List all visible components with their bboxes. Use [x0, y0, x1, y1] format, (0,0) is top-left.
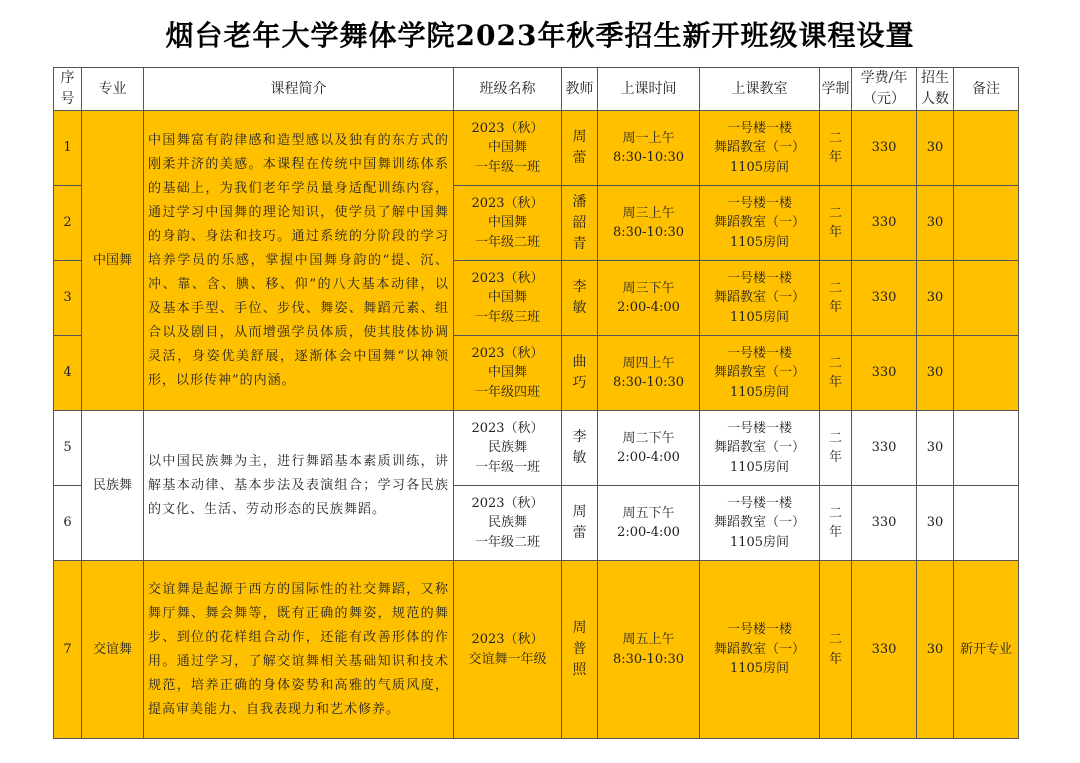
teacher-char: 周	[572, 504, 587, 520]
class-line: 民族舞	[487, 440, 527, 456]
duration-cell	[820, 261, 852, 336]
class-name-cell	[454, 336, 562, 411]
room-cell	[700, 411, 820, 486]
duration-cell	[820, 336, 852, 411]
duration-char: 二	[828, 130, 842, 146]
quota-cell: 30	[917, 411, 954, 486]
note-cell	[954, 186, 1019, 261]
row-index: 1	[54, 111, 82, 186]
table-row	[54, 561, 1019, 739]
duration-cell	[820, 561, 852, 739]
header-note: 备注	[954, 68, 1019, 111]
fee-cell: 330	[852, 111, 917, 186]
room-line: 1105房间	[729, 309, 790, 325]
teacher-cell	[562, 336, 598, 411]
room-cell	[700, 336, 820, 411]
room-line: 1105房间	[729, 384, 790, 400]
row-index: 4	[54, 336, 82, 411]
header-row	[54, 68, 1019, 111]
duration-char: 年	[828, 225, 842, 240]
room-line: 舞蹈教室（一）	[713, 641, 805, 657]
header-index: 序号	[54, 68, 82, 111]
table-row	[54, 411, 1019, 486]
note-cell	[954, 486, 1019, 561]
header-class-name: 班级名称	[454, 68, 562, 111]
room-cell	[700, 561, 820, 739]
class-name-cell	[454, 411, 562, 486]
time-day: 周五上午	[622, 632, 675, 647]
time-day: 周二下午	[622, 430, 675, 446]
class-line: 中国舞	[487, 215, 527, 231]
course-table	[53, 67, 1019, 739]
time-range: 2:00-4:00	[617, 450, 680, 465]
teacher-cell	[562, 486, 598, 561]
fee-cell: 330	[852, 561, 917, 739]
duration-char: 年	[828, 150, 842, 165]
room-line: 一号楼一楼	[726, 270, 792, 286]
page-title: 烟台老年大学舞体学院2023年秋季招生新开班级课程设置	[165, 19, 915, 52]
teacher-cell	[562, 411, 598, 486]
header-intro: 课程简介	[144, 68, 454, 111]
teacher-cell	[562, 261, 598, 336]
quota-cell: 30	[917, 561, 954, 739]
time-cell	[598, 186, 700, 261]
time-day: 周一上午	[622, 130, 675, 146]
class-line: 中国舞	[487, 290, 527, 306]
time-cell	[598, 261, 700, 336]
class-line: 一年级二班	[474, 234, 540, 250]
time-day: 周五下午	[622, 505, 675, 521]
class-name-cell	[454, 561, 562, 739]
teacher-char: 蕾	[572, 150, 587, 166]
room-line: 舞蹈教室（一）	[713, 290, 805, 306]
duration-char: 二	[828, 430, 842, 446]
time-day: 周三下午	[622, 280, 675, 296]
class-line: 2023（秋）	[471, 345, 544, 361]
room-line: 1105房间	[729, 661, 790, 677]
teacher-char: 李	[572, 429, 587, 445]
duration-char: 二	[828, 205, 842, 221]
duration-char: 二	[828, 280, 842, 296]
fee-cell: 330	[852, 261, 917, 336]
room-line: 舞蹈教室（一）	[713, 215, 805, 231]
time-cell	[598, 561, 700, 739]
room-line: 一号楼一楼	[726, 195, 792, 211]
teacher-cell	[562, 186, 598, 261]
course-intro: 交谊舞是起源于西方的国际性的社交舞蹈，又称舞厅舞、舞会舞等，既有正确的舞姿，规范的舞步、到位的花样组合动作，还能有改善形体的作用。通过学习，了解交谊舞相关基础知识和技术规范，培养正确的身体姿势和高雅的气质风度，提高审美能力、自我表现力和艺术修养。	[144, 561, 454, 739]
major-name: 民族舞	[82, 411, 144, 561]
duration-char: 二	[828, 355, 842, 371]
room-line: 舞蹈教室（一）	[713, 365, 805, 381]
teacher-char: 曲	[572, 354, 587, 370]
room-line: 一号楼一楼	[726, 120, 792, 136]
note-cell	[954, 411, 1019, 486]
room-line: 一号楼一楼	[726, 345, 792, 361]
class-name-cell	[454, 186, 562, 261]
duration-char: 年	[828, 450, 842, 465]
header-time: 上课时间	[598, 68, 700, 111]
quota-cell: 30	[917, 486, 954, 561]
class-line: 2023（秋）	[471, 270, 544, 286]
teacher-char: 蕾	[572, 525, 587, 541]
time-range: 8:30-10:30	[612, 225, 685, 240]
class-line: 中国舞	[487, 140, 527, 156]
duration-char: 年	[828, 525, 842, 540]
time-range: 2:00-4:00	[617, 525, 680, 540]
teacher-char: 李	[572, 279, 587, 295]
teacher-char: 敏	[572, 300, 587, 316]
note-cell	[954, 336, 1019, 411]
class-line: 中国舞	[487, 365, 527, 381]
room-line: 一号楼一楼	[726, 420, 792, 436]
course-intro: 以中国民族舞为主，进行舞蹈基本素质训练，讲解基本动律、基本步法及表演组合；学习各民族的文化、生活、劳动形态的民族舞蹈。	[144, 411, 454, 561]
duration-cell	[820, 411, 852, 486]
time-day: 周三上午	[622, 205, 675, 221]
duration-cell	[820, 486, 852, 561]
class-name-cell	[454, 486, 562, 561]
class-line: 2023（秋）	[471, 195, 544, 211]
note-cell: 新开专业	[954, 561, 1019, 739]
class-line: 交谊舞一年级	[468, 651, 547, 667]
header-room: 上课教室	[700, 68, 820, 111]
duration-char: 年	[828, 300, 842, 315]
teacher-char: 周	[572, 129, 587, 145]
row-index: 7	[54, 561, 82, 739]
header-fee: 学费/年（元）	[852, 68, 917, 111]
class-line: 2023（秋）	[471, 420, 544, 436]
time-cell	[598, 336, 700, 411]
room-line: 1105房间	[729, 159, 790, 175]
quota-cell: 30	[917, 186, 954, 261]
room-cell	[700, 486, 820, 561]
teacher-char: 照	[572, 662, 587, 678]
fee-cell: 330	[852, 336, 917, 411]
time-cell	[598, 486, 700, 561]
time-cell	[598, 411, 700, 486]
room-line: 1105房间	[729, 459, 790, 475]
header-duration: 学制	[820, 68, 852, 111]
room-cell	[700, 186, 820, 261]
fee-cell: 330	[852, 486, 917, 561]
row-index: 3	[54, 261, 82, 336]
major-name: 中国舞	[82, 111, 144, 411]
teacher-char: 青	[572, 235, 587, 252]
fee-cell: 330	[852, 186, 917, 261]
teacher-char: 敏	[572, 450, 587, 466]
room-line: 一号楼一楼	[726, 495, 792, 511]
room-cell	[700, 111, 820, 186]
teacher-cell	[562, 561, 598, 739]
room-line: 舞蹈教室（一）	[713, 440, 805, 456]
teacher-char: 周	[572, 620, 587, 636]
duration-char: 年	[828, 651, 842, 667]
row-index: 5	[54, 411, 82, 486]
quota-cell: 30	[917, 111, 954, 186]
time-range: 8:30-10:30	[612, 375, 685, 390]
row-index: 2	[54, 186, 82, 261]
room-line: 舞蹈教室（一）	[713, 140, 805, 156]
room-line: 1105房间	[729, 534, 790, 550]
time-cell	[598, 111, 700, 186]
duration-char: 二	[828, 505, 842, 521]
table-row	[54, 111, 1019, 186]
duration-char: 二	[828, 632, 842, 647]
time-range: 8:30-10:30	[612, 150, 685, 165]
teacher-char: 巧	[572, 375, 587, 391]
class-line: 2023（秋）	[471, 495, 544, 511]
class-line: 2023（秋）	[471, 120, 544, 136]
class-line: 一年级一班	[474, 159, 540, 175]
course-intro: 中国舞富有韵律感和造型感以及独有的东方式的刚柔并济的美感。本课程在传统中国舞训练体系的基础上，为我们老年学员量身适配训练内容，通过学习中国舞的理论知识，使学员了解中国舞的身韵、身法和技巧。通过系统的分阶段的学习培养学员的乐感，掌握中国舞身韵的“提、沉、冲、靠、含、腆、移、仰”的八大基本动律，以及基本手型、手位、步伐、舞姿、舞蹈元素、组合以及剧目，从而增强学员体质，使其肢体协调灵活，身姿优美舒展，逐渐体会中国舞“以神领形，以形传神”的内涵。	[144, 111, 454, 411]
room-cell	[700, 261, 820, 336]
duration-char: 年	[828, 375, 842, 390]
duration-cell	[820, 111, 852, 186]
quota-cell: 30	[917, 261, 954, 336]
room-line: 舞蹈教室（一）	[713, 515, 805, 531]
class-line: 一年级一班	[474, 459, 540, 475]
header-major: 专业	[82, 68, 144, 111]
class-line: 一年级二班	[474, 534, 540, 550]
note-cell	[954, 111, 1019, 186]
teacher-char: 韶	[572, 214, 587, 231]
time-range: 2:00-4:00	[617, 300, 680, 315]
header-quota: 招生人数	[917, 68, 954, 111]
class-name-cell	[454, 261, 562, 336]
class-name-cell	[454, 111, 562, 186]
duration-cell	[820, 186, 852, 261]
time-range: 8:30-10:30	[612, 651, 685, 667]
class-line: 一年级四班	[474, 384, 540, 400]
time-day: 周四上午	[622, 355, 675, 371]
major-name: 交谊舞	[82, 561, 144, 739]
class-line: 一年级三班	[474, 309, 540, 325]
teacher-cell	[562, 111, 598, 186]
class-line: 民族舞	[487, 515, 527, 531]
teacher-char: 普	[572, 641, 587, 657]
note-cell	[954, 261, 1019, 336]
room-line: 1105房间	[729, 234, 790, 250]
quota-cell: 30	[917, 336, 954, 411]
header-teacher: 教师	[562, 68, 598, 111]
row-index: 6	[54, 486, 82, 561]
class-line: 2023（秋）	[471, 632, 544, 647]
fee-cell: 330	[852, 411, 917, 486]
room-line: 一号楼一楼	[726, 622, 792, 638]
teacher-char: 潘	[572, 193, 587, 210]
